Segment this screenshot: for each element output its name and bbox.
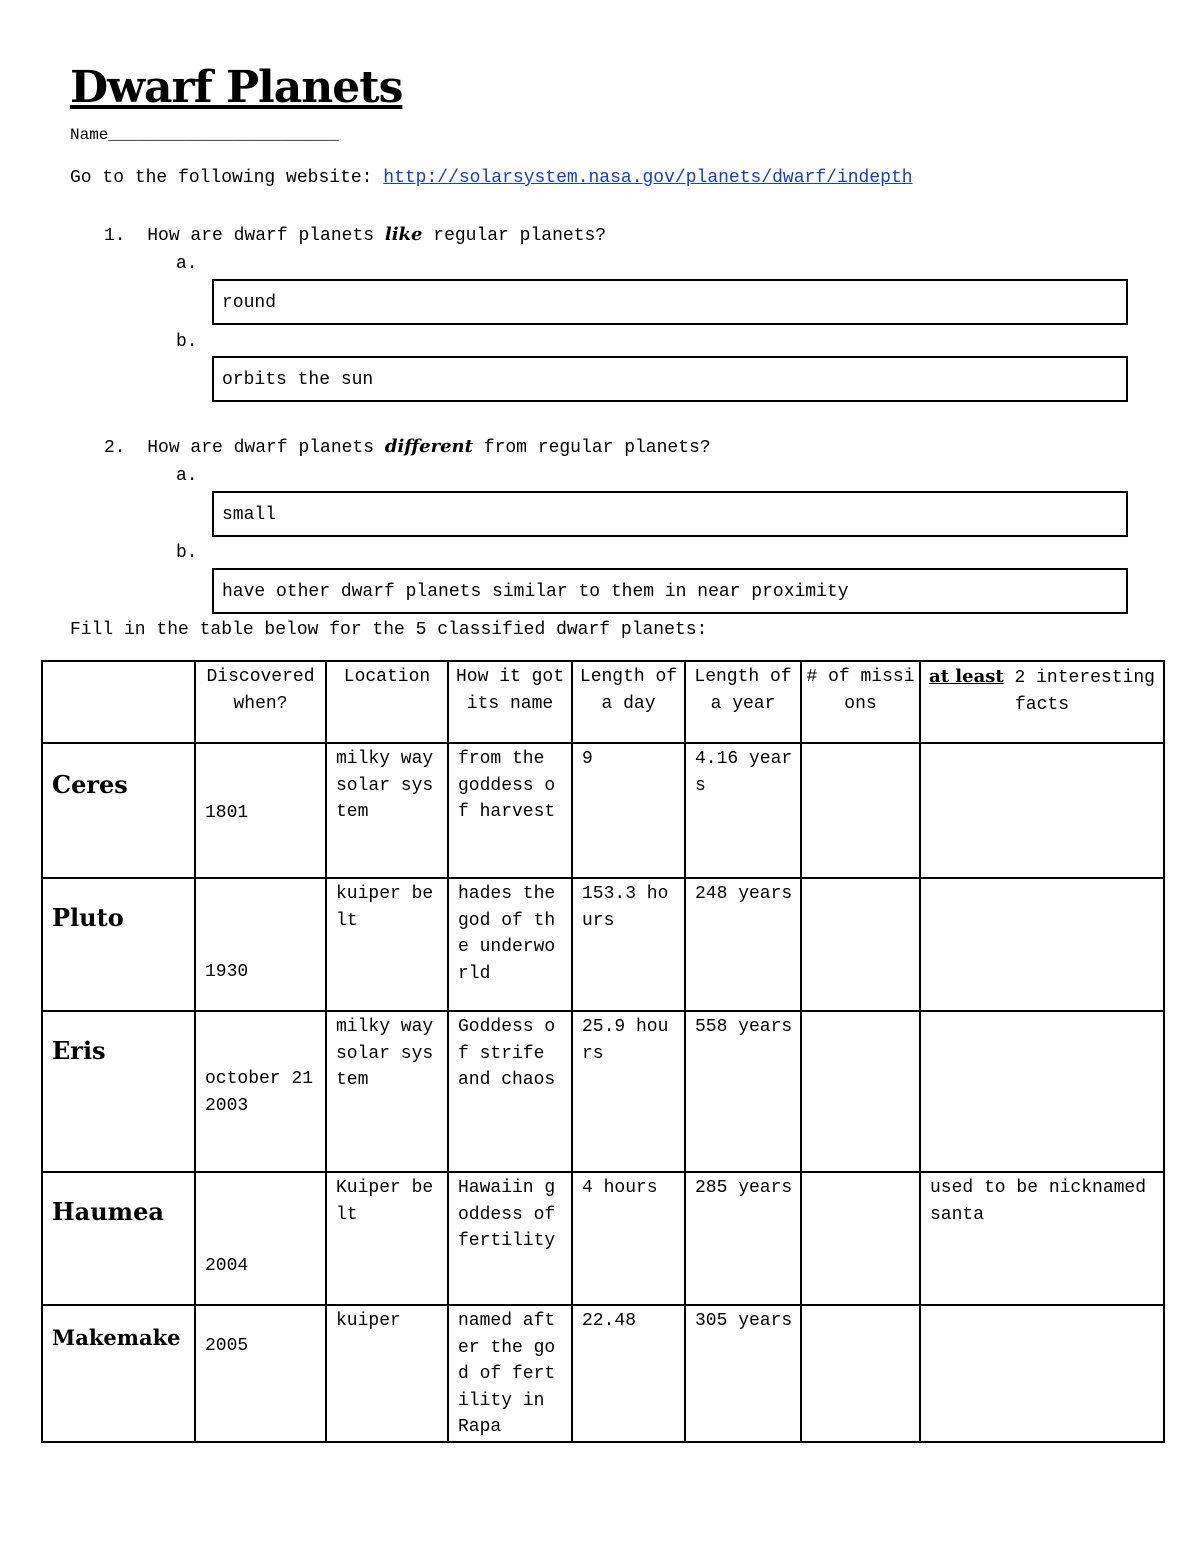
facts-cell[interactable] — [920, 1305, 1164, 1442]
day-length-cell[interactable]: 22.48 — [572, 1305, 685, 1442]
missions-cell[interactable] — [801, 1172, 920, 1305]
table-header-row — [42, 661, 1164, 743]
header-facts — [920, 661, 1164, 743]
question-emphasis: like — [384, 224, 423, 245]
header-location: Location — [326, 661, 448, 743]
instruction-prefix: Go to the following website: — [70, 168, 384, 188]
missions-cell[interactable] — [801, 743, 920, 878]
day-length-cell[interactable]: 153.3 hours — [572, 878, 685, 1011]
planet-name-cell — [42, 1305, 195, 1442]
name-origin-cell[interactable]: Goddess of strife and chaos — [448, 1011, 572, 1172]
discovered-cell[interactable] — [195, 1011, 326, 1172]
location-cell[interactable]: kuiper — [326, 1305, 448, 1442]
year-length-cell[interactable]: 4.16 years — [685, 743, 801, 878]
answer-box-1a[interactable]: round — [212, 279, 1128, 325]
location-cell[interactable]: Kuiper belt — [326, 1172, 448, 1305]
discovered-value: 2004 — [205, 1256, 249, 1276]
facts-cell[interactable] — [920, 878, 1164, 1011]
discovered-value: october 21 2003 — [205, 1069, 314, 1116]
header-facts-rest: 2 interesting facts — [1003, 668, 1155, 715]
year-length-cell[interactable]: 285 years — [685, 1172, 801, 1305]
page-title: Dwarf Planets — [70, 62, 403, 113]
header-empty-cell — [42, 661, 195, 743]
facts-cell[interactable] — [920, 743, 1164, 878]
planet-name-cell — [42, 1011, 195, 1172]
missions-cell[interactable] — [801, 878, 920, 1011]
planet-name-cell — [42, 743, 195, 878]
location-cell[interactable]: milky way solar system — [326, 1011, 448, 1172]
table-row — [42, 1172, 1164, 1305]
question-number: 1. — [104, 226, 126, 246]
discovered-cell[interactable] — [195, 743, 326, 878]
table-intro: Fill in the table below for the 5 classified dwarf planets: — [70, 620, 708, 640]
discovered-cell[interactable] — [195, 1172, 326, 1305]
year-length-cell[interactable]: 305 years — [685, 1305, 801, 1442]
discovered-value: 1801 — [205, 803, 249, 823]
year-length-cell[interactable]: 558 years — [685, 1011, 801, 1172]
discovered-value: 1930 — [205, 962, 249, 982]
question-text-end: regular planets? — [422, 226, 607, 246]
planet-name: Eris — [52, 1036, 106, 1065]
dwarf-planets-table — [41, 660, 1165, 1443]
question-text: How are dwarf planets — [147, 438, 385, 458]
table-row — [42, 1305, 1164, 1442]
name-origin-cell[interactable]: hades the god of the underworld — [448, 878, 572, 1011]
planet-name: Makemake — [52, 1325, 181, 1350]
table-row — [42, 743, 1164, 878]
planet-name: Haumea — [52, 1197, 164, 1226]
planet-name: Ceres — [52, 770, 128, 799]
facts-cell[interactable]: used to be nicknamed santa — [920, 1172, 1164, 1305]
planet-name-cell — [42, 1172, 195, 1305]
header-missions: # of missions — [801, 661, 920, 743]
name-origin-cell[interactable]: from the goddess of harvest — [448, 743, 572, 878]
location-cell[interactable]: milky way solar system — [326, 743, 448, 878]
question-text: How are dwarf planets — [147, 226, 385, 246]
missions-cell[interactable] — [801, 1305, 920, 1442]
day-length-cell[interactable]: 25.9 hours — [572, 1011, 685, 1172]
header-name-origin: How it got its name — [448, 661, 572, 743]
nasa-link[interactable]: http://solarsystem.nasa.gov/planets/dwarf/indepth — [383, 168, 913, 188]
name-field-line[interactable]: Name________________________ — [70, 126, 339, 144]
header-day-length: Length of a day — [572, 661, 685, 743]
question-emphasis: different — [384, 436, 473, 457]
name-origin-cell[interactable]: named after the god of fertility in Rapa — [448, 1305, 572, 1442]
discovered-cell[interactable] — [195, 1305, 326, 1442]
table-row — [42, 1011, 1164, 1172]
planet-name-cell — [42, 878, 195, 1011]
question-1 — [104, 224, 606, 246]
answer-box-2b[interactable]: have other dwarf planets similar to them in near proximity — [212, 568, 1128, 614]
name-origin-cell[interactable]: Hawaiin goddess of fertility — [448, 1172, 572, 1305]
question-2 — [104, 436, 711, 458]
answer-letter: b. — [176, 543, 198, 563]
answer-letter: b. — [176, 332, 198, 352]
day-length-cell[interactable]: 4 hours — [572, 1172, 685, 1305]
header-facts-emphasis: at least — [929, 666, 1004, 687]
question-number: 2. — [104, 438, 126, 458]
discovered-cell[interactable] — [195, 878, 326, 1011]
location-cell[interactable]: kuiper belt — [326, 878, 448, 1011]
header-discovered: Discovered when? — [195, 661, 326, 743]
answer-box-1b[interactable]: orbits the sun — [212, 356, 1128, 402]
question-text-end: from regular planets? — [472, 438, 711, 458]
table-row — [42, 878, 1164, 1011]
answer-box-2a[interactable]: small — [212, 491, 1128, 537]
day-length-cell[interactable]: 9 — [572, 743, 685, 878]
answer-letter: a. — [176, 466, 198, 486]
missions-cell[interactable] — [801, 1011, 920, 1172]
instruction-line — [70, 168, 913, 188]
planet-name: Pluto — [52, 903, 124, 932]
year-length-cell[interactable]: 248 years — [685, 878, 801, 1011]
discovered-value: 2005 — [205, 1336, 249, 1356]
facts-cell[interactable] — [920, 1011, 1164, 1172]
answer-letter: a. — [176, 254, 198, 274]
header-year-length: Length of a year — [685, 661, 801, 743]
